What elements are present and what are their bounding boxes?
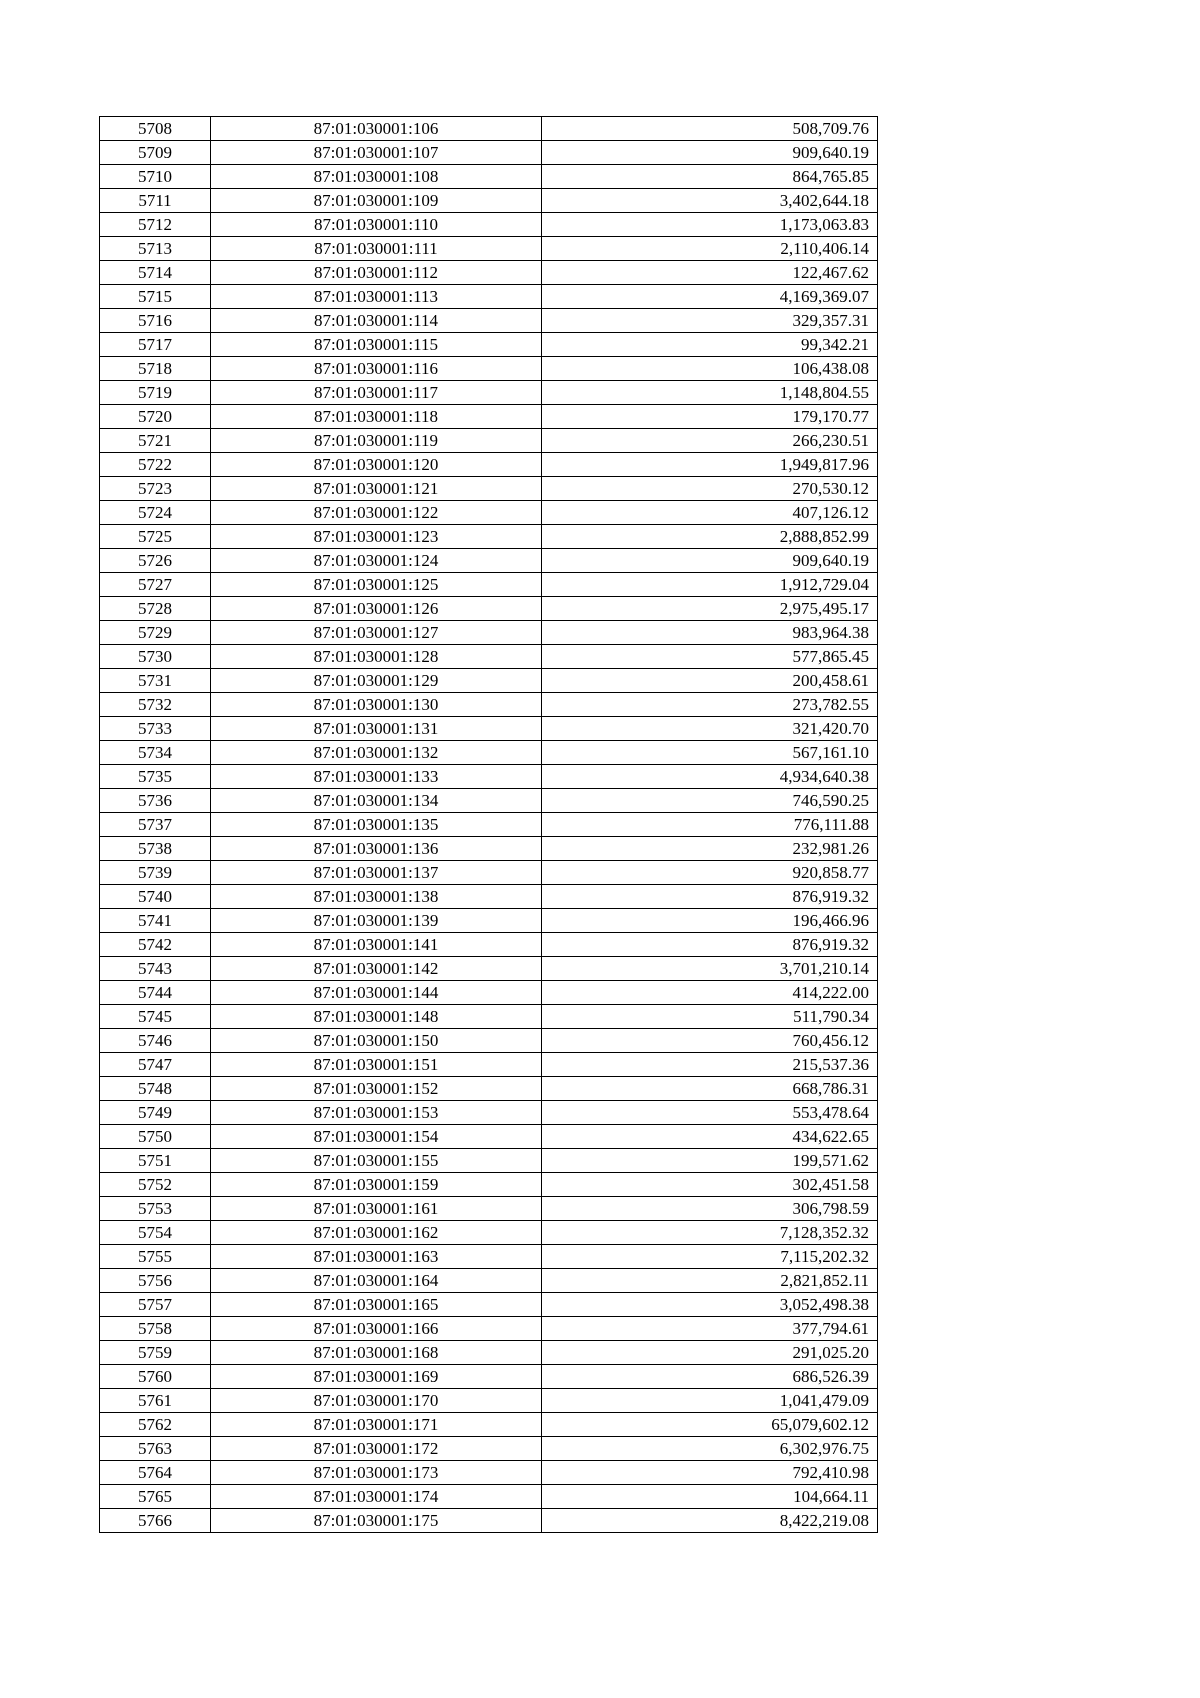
cadastral-number-cell: 87:01:030001:115 xyxy=(211,333,542,357)
cadastral-number-cell: 87:01:030001:171 xyxy=(211,1413,542,1437)
row-number-cell: 5738 xyxy=(100,837,211,861)
row-number-cell: 5751 xyxy=(100,1149,211,1173)
cadastral-number-cell: 87:01:030001:141 xyxy=(211,933,542,957)
row-number-cell: 5720 xyxy=(100,405,211,429)
row-number-cell: 5745 xyxy=(100,1005,211,1029)
cadastral-value-cell: 122,467.62 xyxy=(542,261,878,285)
cadastral-value-cell: 4,169,369.07 xyxy=(542,285,878,309)
cadastral-number-cell: 87:01:030001:131 xyxy=(211,717,542,741)
table-body xyxy=(100,117,878,1533)
cadastral-number-cell: 87:01:030001:168 xyxy=(211,1341,542,1365)
row-number-cell: 5752 xyxy=(100,1173,211,1197)
cadastral-value-cell: 3,052,498.38 xyxy=(542,1293,878,1317)
table-row xyxy=(100,1053,878,1077)
cadastral-value-cell: 377,794.61 xyxy=(542,1317,878,1341)
cadastral-number-cell: 87:01:030001:162 xyxy=(211,1221,542,1245)
table-row xyxy=(100,909,878,933)
table-row xyxy=(100,669,878,693)
cadastral-value-cell: 3,701,210.14 xyxy=(542,957,878,981)
cadastral-value-cell: 106,438.08 xyxy=(542,357,878,381)
cadastral-value-cell: 2,821,852.11 xyxy=(542,1269,878,1293)
cadastral-number-cell: 87:01:030001:142 xyxy=(211,957,542,981)
cadastral-number-cell: 87:01:030001:166 xyxy=(211,1317,542,1341)
cadastral-value-cell: 329,357.31 xyxy=(542,309,878,333)
row-number-cell: 5754 xyxy=(100,1221,211,1245)
row-number-cell: 5763 xyxy=(100,1437,211,1461)
cadastral-number-cell: 87:01:030001:109 xyxy=(211,189,542,213)
cadastral-value-cell: 7,115,202.32 xyxy=(542,1245,878,1269)
row-number-cell: 5728 xyxy=(100,597,211,621)
row-number-cell: 5718 xyxy=(100,357,211,381)
cadastral-number-cell: 87:01:030001:130 xyxy=(211,693,542,717)
cadastral-number-cell: 87:01:030001:122 xyxy=(211,501,542,525)
cadastral-number-cell: 87:01:030001:111 xyxy=(211,237,542,261)
table-row xyxy=(100,885,878,909)
cadastral-number-cell: 87:01:030001:150 xyxy=(211,1029,542,1053)
row-number-cell: 5756 xyxy=(100,1269,211,1293)
cadastral-value-cell: 876,919.32 xyxy=(542,933,878,957)
row-number-cell: 5723 xyxy=(100,477,211,501)
cadastral-value-cell: 414,222.00 xyxy=(542,981,878,1005)
cadastral-value-cell: 511,790.34 xyxy=(542,1005,878,1029)
cadastral-value-cell: 407,126.12 xyxy=(542,501,878,525)
table-row xyxy=(100,1269,878,1293)
cadastral-value-cell: 909,640.19 xyxy=(542,141,878,165)
table-row xyxy=(100,1101,878,1125)
row-number-cell: 5746 xyxy=(100,1029,211,1053)
table-row xyxy=(100,1413,878,1437)
table-row xyxy=(100,405,878,429)
cadastral-value-cell: 273,782.55 xyxy=(542,693,878,717)
cadastral-number-cell: 87:01:030001:125 xyxy=(211,573,542,597)
table-row xyxy=(100,1221,878,1245)
cadastral-value-cell: 266,230.51 xyxy=(542,429,878,453)
cadastral-value-cell: 920,858.77 xyxy=(542,861,878,885)
cadastral-number-cell: 87:01:030001:165 xyxy=(211,1293,542,1317)
row-number-cell: 5755 xyxy=(100,1245,211,1269)
cadastral-value-table xyxy=(99,116,878,1533)
cadastral-value-cell: 909,640.19 xyxy=(542,549,878,573)
row-number-cell: 5734 xyxy=(100,741,211,765)
cadastral-value-cell: 291,025.20 xyxy=(542,1341,878,1365)
table-row xyxy=(100,1317,878,1341)
table-row xyxy=(100,1293,878,1317)
table-row xyxy=(100,1197,878,1221)
cadastral-value-cell: 2,888,852.99 xyxy=(542,525,878,549)
row-number-cell: 5742 xyxy=(100,933,211,957)
cadastral-number-cell: 87:01:030001:107 xyxy=(211,141,542,165)
cadastral-number-cell: 87:01:030001:161 xyxy=(211,1197,542,1221)
row-number-cell: 5735 xyxy=(100,765,211,789)
table-row xyxy=(100,1509,878,1533)
row-number-cell: 5761 xyxy=(100,1389,211,1413)
table-row xyxy=(100,1029,878,1053)
cadastral-value-cell: 1,912,729.04 xyxy=(542,573,878,597)
cadastral-number-cell: 87:01:030001:151 xyxy=(211,1053,542,1077)
table-row xyxy=(100,1365,878,1389)
table-row xyxy=(100,1077,878,1101)
table-row xyxy=(100,573,878,597)
cadastral-value-cell: 1,041,479.09 xyxy=(542,1389,878,1413)
cadastral-number-cell: 87:01:030001:118 xyxy=(211,405,542,429)
cadastral-number-cell: 87:01:030001:124 xyxy=(211,549,542,573)
cadastral-number-cell: 87:01:030001:153 xyxy=(211,1101,542,1125)
cadastral-number-cell: 87:01:030001:136 xyxy=(211,837,542,861)
table-row xyxy=(100,957,878,981)
cadastral-number-cell: 87:01:030001:164 xyxy=(211,1269,542,1293)
cadastral-number-cell: 87:01:030001:163 xyxy=(211,1245,542,1269)
table-row xyxy=(100,117,878,141)
cadastral-value-cell: 215,537.36 xyxy=(542,1053,878,1077)
table-row xyxy=(100,357,878,381)
table-row xyxy=(100,501,878,525)
cadastral-value-cell: 1,949,817.96 xyxy=(542,453,878,477)
cadastral-value-cell: 232,981.26 xyxy=(542,837,878,861)
table-row xyxy=(100,237,878,261)
table-row xyxy=(100,813,878,837)
row-number-cell: 5725 xyxy=(100,525,211,549)
table-row xyxy=(100,981,878,1005)
table-row xyxy=(100,309,878,333)
cadastral-number-cell: 87:01:030001:172 xyxy=(211,1437,542,1461)
row-number-cell: 5747 xyxy=(100,1053,211,1077)
cadastral-number-cell: 87:01:030001:126 xyxy=(211,597,542,621)
cadastral-number-cell: 87:01:030001:128 xyxy=(211,645,542,669)
table-row xyxy=(100,189,878,213)
row-number-cell: 5759 xyxy=(100,1341,211,1365)
row-number-cell: 5731 xyxy=(100,669,211,693)
cadastral-value-cell: 321,420.70 xyxy=(542,717,878,741)
cadastral-number-cell: 87:01:030001:148 xyxy=(211,1005,542,1029)
cadastral-number-cell: 87:01:030001:116 xyxy=(211,357,542,381)
row-number-cell: 5744 xyxy=(100,981,211,1005)
row-number-cell: 5749 xyxy=(100,1101,211,1125)
row-number-cell: 5709 xyxy=(100,141,211,165)
cadastral-value-cell: 104,664.11 xyxy=(542,1485,878,1509)
row-number-cell: 5713 xyxy=(100,237,211,261)
cadastral-value-cell: 7,128,352.32 xyxy=(542,1221,878,1245)
row-number-cell: 5722 xyxy=(100,453,211,477)
table-row xyxy=(100,165,878,189)
row-number-cell: 5748 xyxy=(100,1077,211,1101)
cadastral-value-cell: 686,526.39 xyxy=(542,1365,878,1389)
row-number-cell: 5719 xyxy=(100,381,211,405)
cadastral-value-cell: 746,590.25 xyxy=(542,789,878,813)
cadastral-value-cell: 302,451.58 xyxy=(542,1173,878,1197)
cadastral-number-cell: 87:01:030001:174 xyxy=(211,1485,542,1509)
cadastral-number-cell: 87:01:030001:155 xyxy=(211,1149,542,1173)
cadastral-value-cell: 99,342.21 xyxy=(542,333,878,357)
cadastral-number-cell: 87:01:030001:121 xyxy=(211,477,542,501)
row-number-cell: 5757 xyxy=(100,1293,211,1317)
cadastral-number-cell: 87:01:030001:152 xyxy=(211,1077,542,1101)
cadastral-value-cell: 2,975,495.17 xyxy=(542,597,878,621)
cadastral-number-cell: 87:01:030001:123 xyxy=(211,525,542,549)
cadastral-number-cell: 87:01:030001:169 xyxy=(211,1365,542,1389)
row-number-cell: 5729 xyxy=(100,621,211,645)
table-row xyxy=(100,1005,878,1029)
cadastral-value-cell: 876,919.32 xyxy=(542,885,878,909)
cadastral-number-cell: 87:01:030001:119 xyxy=(211,429,542,453)
table-row xyxy=(100,693,878,717)
row-number-cell: 5760 xyxy=(100,1365,211,1389)
table-row xyxy=(100,1461,878,1485)
table-row xyxy=(100,141,878,165)
cadastral-number-cell: 87:01:030001:117 xyxy=(211,381,542,405)
row-number-cell: 5733 xyxy=(100,717,211,741)
table-row xyxy=(100,765,878,789)
row-number-cell: 5766 xyxy=(100,1509,211,1533)
table-row xyxy=(100,333,878,357)
row-number-cell: 5721 xyxy=(100,429,211,453)
cadastral-number-cell: 87:01:030001:154 xyxy=(211,1125,542,1149)
row-number-cell: 5758 xyxy=(100,1317,211,1341)
cadastral-value-cell: 1,148,804.55 xyxy=(542,381,878,405)
cadastral-value-cell: 668,786.31 xyxy=(542,1077,878,1101)
row-number-cell: 5764 xyxy=(100,1461,211,1485)
row-number-cell: 5712 xyxy=(100,213,211,237)
table-row xyxy=(100,261,878,285)
table-row xyxy=(100,621,878,645)
table-row xyxy=(100,549,878,573)
cadastral-number-cell: 87:01:030001:175 xyxy=(211,1509,542,1533)
table-row xyxy=(100,1245,878,1269)
row-number-cell: 5724 xyxy=(100,501,211,525)
cadastral-value-cell: 776,111.88 xyxy=(542,813,878,837)
table-row xyxy=(100,285,878,309)
table-row xyxy=(100,1437,878,1461)
cadastral-value-cell: 270,530.12 xyxy=(542,477,878,501)
row-number-cell: 5716 xyxy=(100,309,211,333)
cadastral-value-cell: 760,456.12 xyxy=(542,1029,878,1053)
cadastral-value-cell: 1,173,063.83 xyxy=(542,213,878,237)
row-number-cell: 5750 xyxy=(100,1125,211,1149)
row-number-cell: 5736 xyxy=(100,789,211,813)
cadastral-value-cell: 508,709.76 xyxy=(542,117,878,141)
cadastral-number-cell: 87:01:030001:138 xyxy=(211,885,542,909)
table-row xyxy=(100,213,878,237)
cadastral-number-cell: 87:01:030001:108 xyxy=(211,165,542,189)
cadastral-number-cell: 87:01:030001:170 xyxy=(211,1389,542,1413)
table-row xyxy=(100,645,878,669)
cadastral-number-cell: 87:01:030001:144 xyxy=(211,981,542,1005)
cadastral-value-cell: 434,622.65 xyxy=(542,1125,878,1149)
cadastral-value-cell: 983,964.38 xyxy=(542,621,878,645)
cadastral-number-cell: 87:01:030001:133 xyxy=(211,765,542,789)
table-row xyxy=(100,1173,878,1197)
table-row xyxy=(100,597,878,621)
cadastral-value-cell: 199,571.62 xyxy=(542,1149,878,1173)
cadastral-number-cell: 87:01:030001:132 xyxy=(211,741,542,765)
cadastral-value-cell: 6,302,976.75 xyxy=(542,1437,878,1461)
cadastral-value-cell: 2,110,406.14 xyxy=(542,237,878,261)
table-row xyxy=(100,525,878,549)
table-row xyxy=(100,717,878,741)
cadastral-value-cell: 3,402,644.18 xyxy=(542,189,878,213)
cadastral-value-cell: 8,422,219.08 xyxy=(542,1509,878,1533)
cadastral-value-cell: 792,410.98 xyxy=(542,1461,878,1485)
cadastral-number-cell: 87:01:030001:159 xyxy=(211,1173,542,1197)
table-row xyxy=(100,741,878,765)
cadastral-value-cell: 567,161.10 xyxy=(542,741,878,765)
cadastral-number-cell: 87:01:030001:173 xyxy=(211,1461,542,1485)
row-number-cell: 5739 xyxy=(100,861,211,885)
table-row xyxy=(100,1149,878,1173)
cadastral-value-cell: 196,466.96 xyxy=(542,909,878,933)
row-number-cell: 5727 xyxy=(100,573,211,597)
cadastral-number-cell: 87:01:030001:137 xyxy=(211,861,542,885)
cadastral-value-cell: 65,079,602.12 xyxy=(542,1413,878,1437)
row-number-cell: 5715 xyxy=(100,285,211,309)
row-number-cell: 5765 xyxy=(100,1485,211,1509)
cadastral-value-cell: 577,865.45 xyxy=(542,645,878,669)
table-row xyxy=(100,381,878,405)
cadastral-number-cell: 87:01:030001:134 xyxy=(211,789,542,813)
table-row xyxy=(100,1389,878,1413)
table-row xyxy=(100,1485,878,1509)
table-row xyxy=(100,861,878,885)
row-number-cell: 5743 xyxy=(100,957,211,981)
row-number-cell: 5710 xyxy=(100,165,211,189)
table-row xyxy=(100,429,878,453)
row-number-cell: 5737 xyxy=(100,813,211,837)
table-row xyxy=(100,1341,878,1365)
table-row xyxy=(100,933,878,957)
row-number-cell: 5717 xyxy=(100,333,211,357)
cadastral-number-cell: 87:01:030001:139 xyxy=(211,909,542,933)
row-number-cell: 5741 xyxy=(100,909,211,933)
cadastral-value-cell: 864,765.85 xyxy=(542,165,878,189)
cadastral-value-cell: 179,170.77 xyxy=(542,405,878,429)
cadastral-value-cell: 4,934,640.38 xyxy=(542,765,878,789)
cadastral-value-cell: 306,798.59 xyxy=(542,1197,878,1221)
row-number-cell: 5711 xyxy=(100,189,211,213)
cadastral-number-cell: 87:01:030001:106 xyxy=(211,117,542,141)
row-number-cell: 5753 xyxy=(100,1197,211,1221)
row-number-cell: 5714 xyxy=(100,261,211,285)
row-number-cell: 5762 xyxy=(100,1413,211,1437)
row-number-cell: 5732 xyxy=(100,693,211,717)
table-row xyxy=(100,789,878,813)
table-row xyxy=(100,477,878,501)
table-row xyxy=(100,1125,878,1149)
row-number-cell: 5730 xyxy=(100,645,211,669)
cadastral-number-cell: 87:01:030001:110 xyxy=(211,213,542,237)
cadastral-value-cell: 553,478.64 xyxy=(542,1101,878,1125)
cadastral-number-cell: 87:01:030001:135 xyxy=(211,813,542,837)
cadastral-number-cell: 87:01:030001:127 xyxy=(211,621,542,645)
row-number-cell: 5726 xyxy=(100,549,211,573)
cadastral-number-cell: 87:01:030001:113 xyxy=(211,285,542,309)
cadastral-number-cell: 87:01:030001:120 xyxy=(211,453,542,477)
cadastral-number-cell: 87:01:030001:114 xyxy=(211,309,542,333)
row-number-cell: 5740 xyxy=(100,885,211,909)
cadastral-number-cell: 87:01:030001:129 xyxy=(211,669,542,693)
table-row xyxy=(100,837,878,861)
cadastral-value-cell: 200,458.61 xyxy=(542,669,878,693)
cadastral-number-cell: 87:01:030001:112 xyxy=(211,261,542,285)
table-row xyxy=(100,453,878,477)
row-number-cell: 5708 xyxy=(100,117,211,141)
